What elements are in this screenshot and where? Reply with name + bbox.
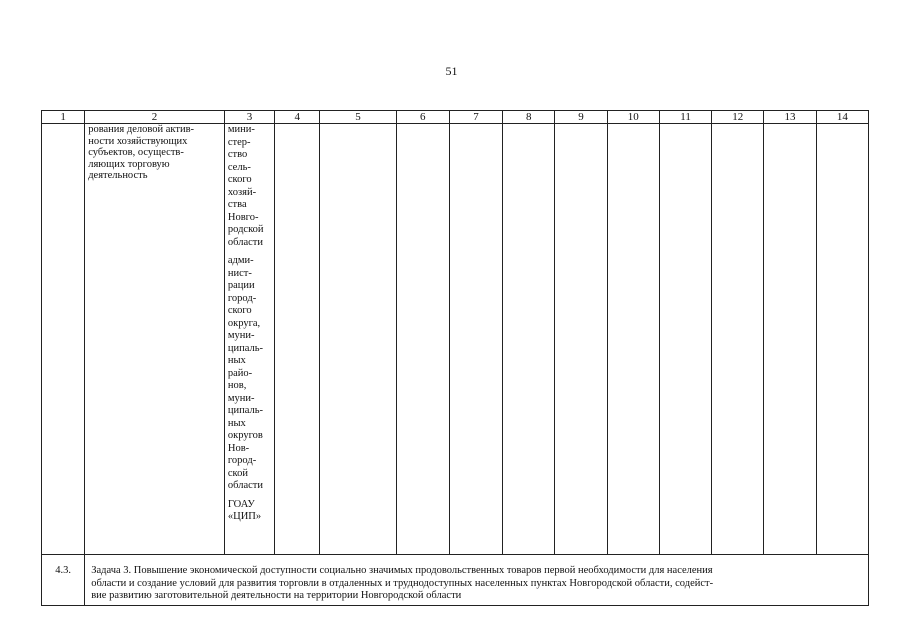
text-line: ского	[227, 174, 252, 185]
column-header: 13	[764, 111, 816, 124]
text-line: деятельность	[88, 170, 148, 181]
executors-cell	[224, 124, 274, 555]
table-cell	[816, 124, 868, 555]
text-line: Нов-	[227, 442, 250, 454]
text-line: рации	[227, 280, 255, 291]
text-line: «ЦИП»	[227, 511, 262, 522]
text-line: ципаль-	[227, 342, 264, 354]
text-line: ство	[227, 149, 248, 160]
text-line: адми-	[227, 255, 254, 266]
column-header: 3	[224, 111, 274, 124]
task-row	[42, 555, 869, 606]
text-line: ской	[227, 467, 248, 479]
column-header: 4	[275, 111, 320, 124]
text-line: нов,	[227, 380, 247, 391]
column-header: 11	[659, 111, 711, 124]
executor-ministry	[228, 124, 271, 249]
table-row	[42, 124, 869, 555]
text-line: муни-	[227, 392, 255, 404]
page-number: 51	[445, 64, 458, 78]
text-line: Задача 3. Повышение экономической доступности социально значимых продовольственных товаров первой необходимости для населения	[91, 565, 713, 576]
text-line: хозяй-	[227, 186, 257, 198]
text-line: области	[227, 480, 263, 491]
task-number: 4.3.	[42, 555, 85, 606]
table-cell	[42, 124, 85, 555]
text-line: сель-	[227, 161, 251, 173]
text-line: город-	[227, 455, 257, 466]
table-cell	[320, 124, 396, 555]
text-line: ского	[227, 305, 252, 316]
table-cell	[396, 124, 449, 555]
table-cell	[555, 124, 607, 555]
text-line: округов	[227, 430, 263, 441]
text-line: рования деловой актив-	[88, 124, 195, 135]
activity-description-cell	[85, 124, 225, 555]
text-line: ства	[227, 199, 247, 210]
column-header: 7	[449, 111, 502, 124]
text-line: стер-	[227, 136, 251, 148]
text-line: ципаль-	[227, 405, 264, 416]
text-line: области	[227, 236, 263, 248]
table-cell	[503, 124, 555, 555]
text-line: нист-	[227, 267, 252, 279]
text-line: области и создание условий для развития торговли в отдаленных и труднодоступных населенных пунктах Новгородской области, содейст-	[91, 577, 714, 589]
task-description	[85, 555, 869, 606]
text-line: ных	[227, 417, 246, 429]
table-cell	[712, 124, 764, 555]
text-line: Новго-	[227, 211, 259, 223]
table-cell	[449, 124, 502, 555]
column-header: 12	[712, 111, 764, 124]
column-header: 10	[607, 111, 659, 124]
table-cell	[275, 124, 320, 555]
text-line: райо-	[227, 367, 253, 379]
executor-administrations	[228, 255, 271, 493]
table-cell	[659, 124, 711, 555]
table-cell	[764, 124, 816, 555]
column-header: 5	[320, 111, 396, 124]
text-line: ГОАУ	[227, 498, 255, 510]
text-line: округа,	[227, 317, 261, 329]
text-line: ных	[227, 355, 246, 366]
text-line: ности хозяйствующих	[88, 135, 188, 147]
column-header: 9	[555, 111, 607, 124]
column-header: 14	[816, 111, 868, 124]
column-header: 2	[85, 111, 225, 124]
column-header: 6	[396, 111, 449, 124]
table-cell	[607, 124, 659, 555]
text-line: ляющих торговую	[88, 158, 170, 170]
text-line: муни-	[227, 330, 255, 341]
text-line: родской	[227, 224, 264, 235]
text-line: субъектов, осуществ-	[88, 147, 184, 158]
text-line: вие развитию заготовительной деятельности на территории Новгородской области	[91, 590, 462, 601]
header-row	[42, 111, 869, 124]
program-table	[41, 110, 869, 606]
text-line: город-	[227, 292, 257, 304]
text-line: мини-	[227, 124, 255, 135]
column-header: 8	[503, 111, 555, 124]
executor-goau	[228, 499, 271, 524]
column-header: 1	[42, 111, 85, 124]
